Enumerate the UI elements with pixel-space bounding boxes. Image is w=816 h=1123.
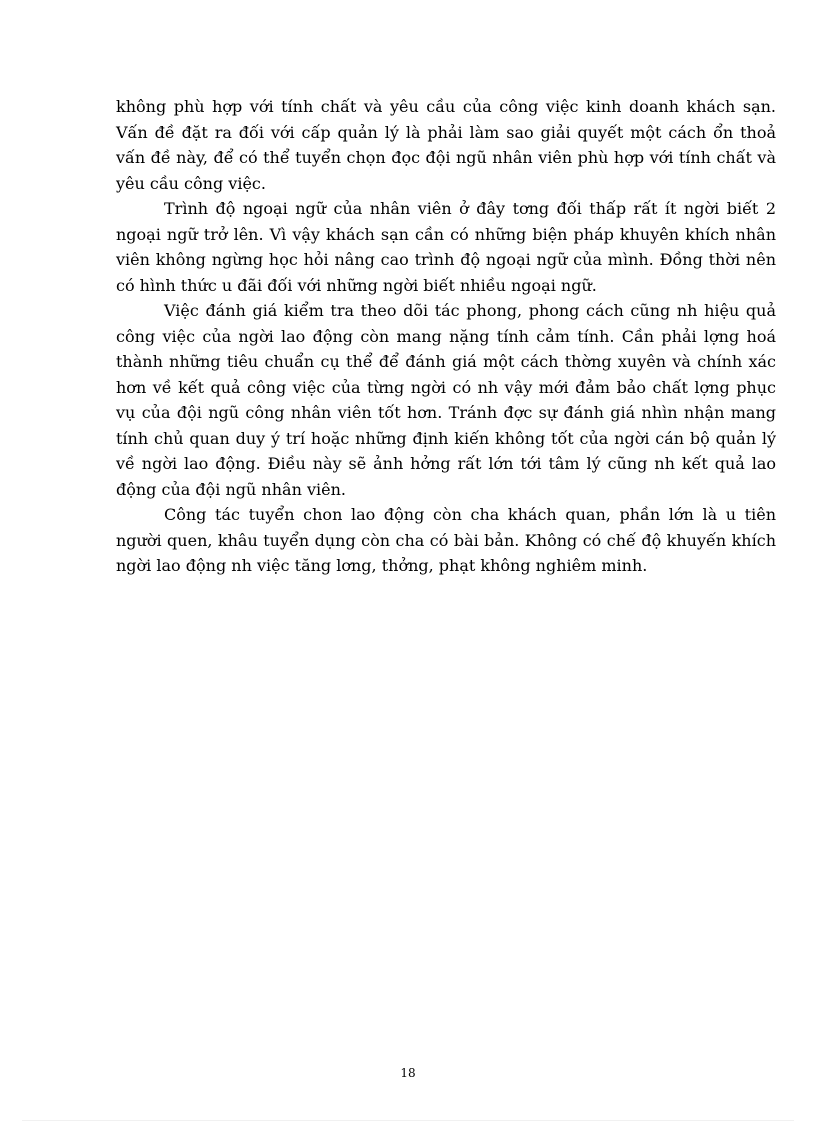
- body-text: [116, 94, 776, 579]
- page-number: 18: [400, 1066, 416, 1080]
- paragraph-4: Công tác tuyển chon lao động còn cha khách quan, phần lớn là u tiên người quen, khâu tuyển dụng còn cha có bài bản. Không có chế độ khuyến khích ngời lao động nh việc tăng lơng, thởng, phạt không nghiêm minh.: [116, 505, 776, 575]
- page-bottom-edge: [22, 1120, 794, 1121]
- paragraph-3: Việc đánh giá kiểm tra theo dõi tác phong, phong cách cũng nh hiệu quả công việc của ngời lao động còn mang nặng tính cảm tính. Cần phải lợng hoá thành những tiêu chuẩn cụ thể để đánh giá một cách thờng xuyên và chính xác hơn về kết quả công việc của từng ngời có nh vậy mới đảm bảo chất lợng phục vụ của đội ngũ công nhân viên tốt hơn. Tránh đợc sự đánh giá nhìn nhận mang tính chủ quan duy ý trí hoặc những định kiến không tốt của ngời cán bộ quản lý về ngời lao động. Điều này sẽ ảnh hởng rất lớn tới tâm lý cũng nh kết quả lao động của đội ngũ nhân viên.: [116, 301, 776, 499]
- paragraph-1: không phù hợp với tính chất và yêu cầu của công việc kinh doanh khách sạn. Vấn đề đặt ra đối với cấp quản lý là phải làm sao giải quyết một cách ổn thoả vấn đề này, để có thể tuyển chọn đọc đội ngũ nhân viên phù hợp với tính chất và yêu cầu công việc.: [116, 97, 776, 193]
- paragraph-2: Trình độ ngoại ngữ của nhân viên ở đây tơng đối thấp rất ít ngời biết 2 ngoại ngữ trở lên. Vì vậy khách sạn cần có những biện pháp khuyên khích nhân viên không ngừng học hỏi nâng cao trình độ ngoại ngữ của mình. Đồng thời nên có hình thức u đãi đối với những ngời biết nhiều ngoại ngữ.: [116, 199, 776, 295]
